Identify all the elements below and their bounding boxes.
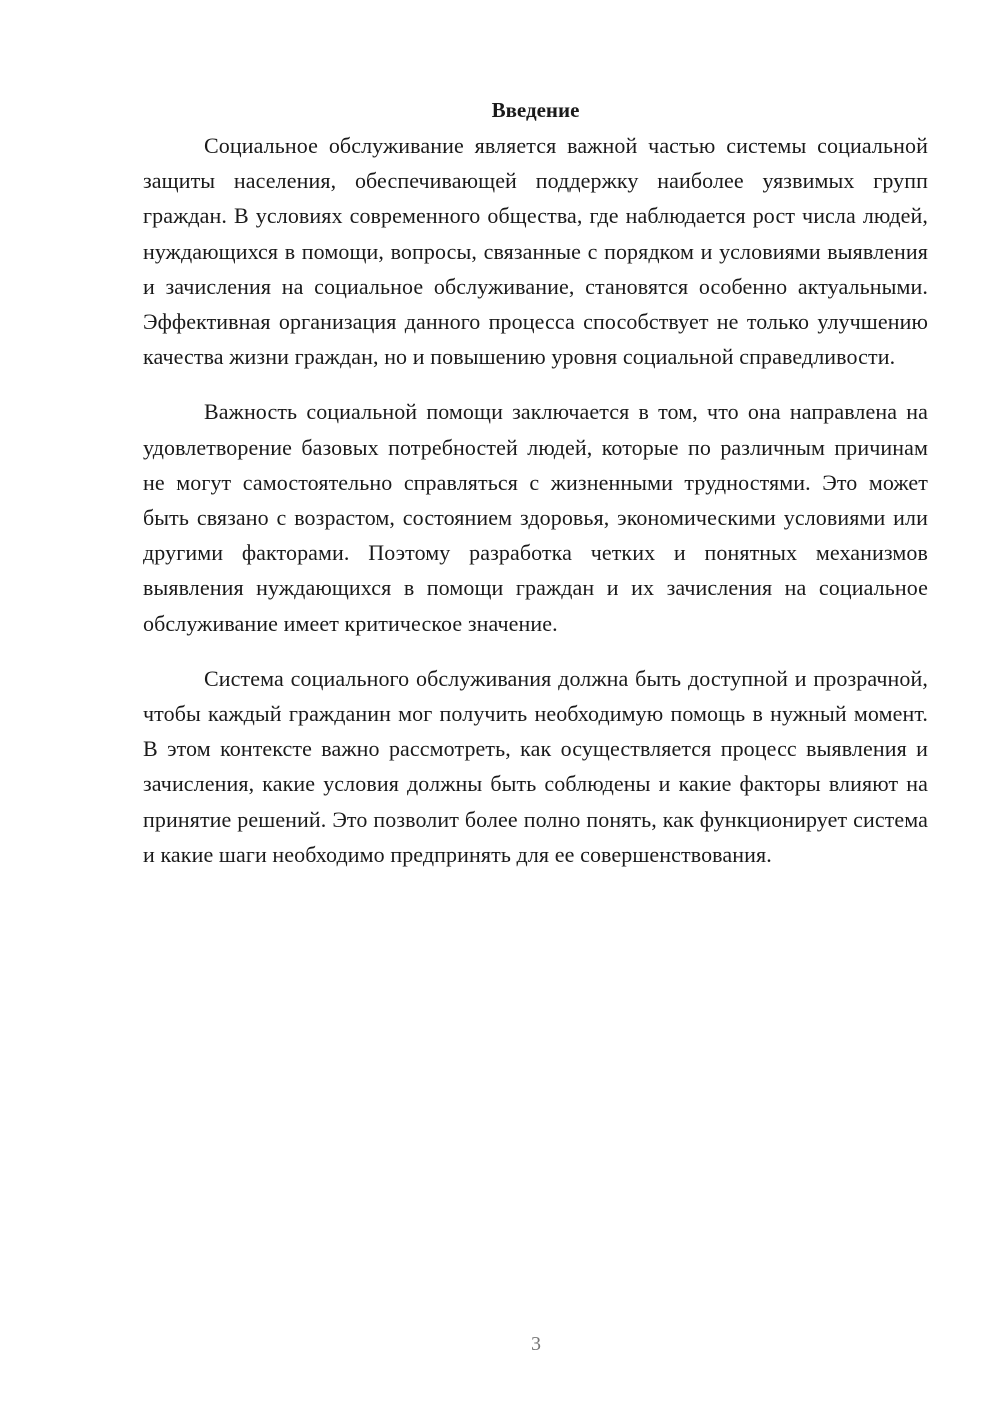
paragraph-importance: Важность социальной помощи заключается в том, что она направлена на удовлетворение базовых потребностей людей, которые по различным причинам не могут самостоятельно справляться с жизненными трудностями. Это может быть связано с возрастом, состоянием здоровья, экономическими условиями или другими факторами. Поэтому разработка четких и понятных механизмов выявления нуждающихся в помощи граждан и их зачисления на социальное обслуживание имеет критическое значение. bbox=[143, 399, 928, 636]
page-content bbox=[143, 92, 928, 892]
section-title: Введение bbox=[491, 98, 580, 122]
paragraph-intro: Социальное обслуживание является важной частью системы социальной защиты населения, обеспечивающей поддержку наиболее уязвимых групп граждан. В условиях современного общества, где наблюдается рост числа людей, нуждающихся в помощи, вопросы, связанные с порядком и условиями выявления и зачисления на социальное обслуживание, становятся особенно актуальными. Эффективная организация данного процесса способствует не только улучшению качества жизни граждан, но и повышению уровня социальной справедливости. bbox=[143, 133, 928, 370]
page-number: 3 bbox=[531, 1333, 541, 1355]
paragraph-system: Система социального обслуживания должна быть доступной и прозрачной, чтобы каждый гражданин мог получить необходимую помощь в нужный момент. В этом контексте важно рассмотреть, как осуществляется процесс выявления и зачисления, какие условия должны быть соблюдены и какие факторы влияют на принятие решений. Это позволит более полно понять, как функционирует система и какие шаги необходимо предпринять для ее совершенствования. bbox=[143, 665, 928, 867]
